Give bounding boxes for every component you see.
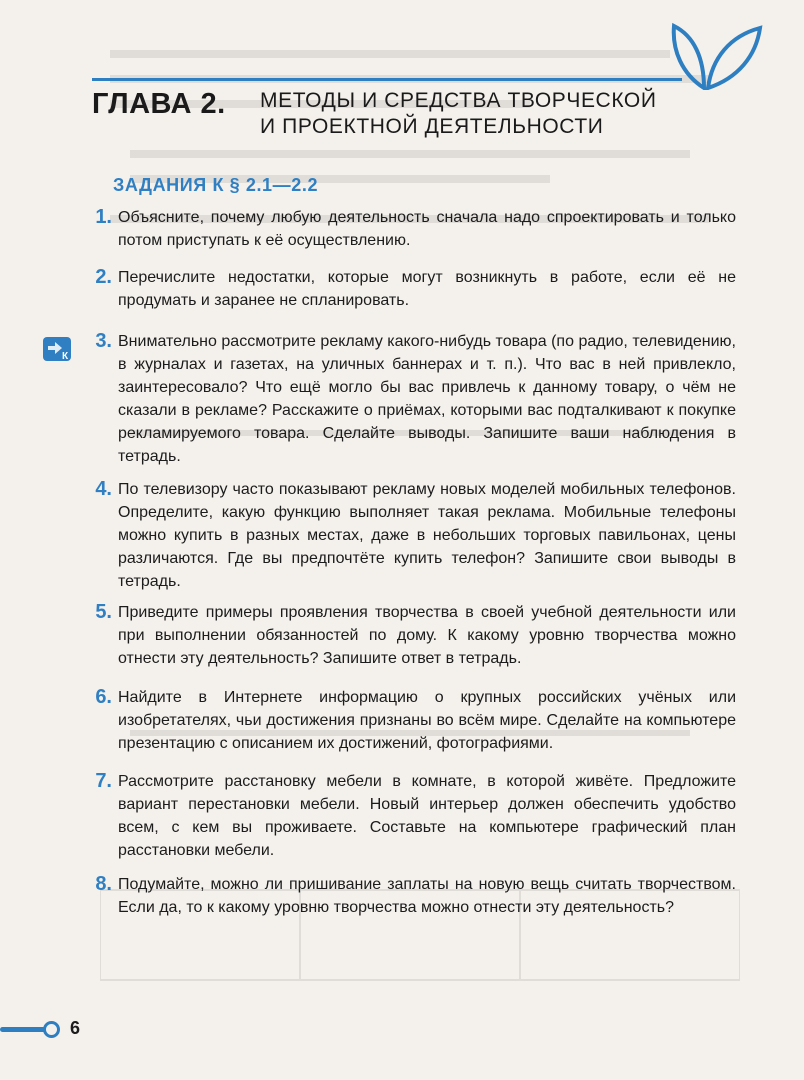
task-number: 8. (95, 873, 112, 895)
header-rule (92, 78, 682, 81)
page-number: 6 (70, 1018, 81, 1038)
chapter-title-line-1: МЕТОДЫ И СРЕДСТВА ТВОРЧЕСКОЙ (260, 89, 657, 112)
chapter-title (260, 88, 657, 140)
task-number: 7. (95, 770, 112, 792)
task-number: 3. (95, 330, 112, 352)
leaf-logo-icon (664, 18, 774, 90)
task-text: Объясните, почему любую деятельность сначала надо спроектировать и только потом приступать к её осуществлению. (118, 209, 736, 249)
task-text: Найдите в Интернете информацию о крупных российских учёных или изобретателях, чьи достижения признаны во всём мире. Сделайте на компьютере презентацию с описанием их достижений, фотографиями. (118, 689, 736, 752)
task-number: 5. (95, 601, 112, 623)
task-text: По телевизору часто показывают рекламу новых моделей мобильных телефонов. Определите, какую функцию выполняет такая реклама. Мобильные телефоны можно купить в разных местах, даже в небольших торговых павильонах, цены различаются. Где вы предпочтёте купить телефон? Запишите свои выводы в тетрадь. (118, 481, 736, 590)
task-text: Подумайте, можно ли пришивание заплаты на новую вещь считать творчеством. Если да, то к какому уровню творчества можно отнести эту деятельность? (118, 876, 736, 916)
computer-task-badge-icon (42, 336, 72, 362)
task-number: 2. (95, 266, 112, 288)
task-text: Внимательно рассмотрите рекламу какого-нибудь товара (по радио, телевидению, в журналах и газетах, на уличных баннерах и т. п.). Что вас в ней привлекло, заинтересовало? Что ещё могло бы вас привлечь к данному товару, о чём не сказали в рекламе? Расскажите о приёмах, которыми вас подталкивают к покупке рекламируемого товара. Сделайте выводы. Запишите ваши наблюдения в тетрадь. (118, 333, 736, 465)
task-number: 4. (95, 478, 112, 500)
task-number: 1. (95, 206, 112, 228)
footer-rule (0, 1027, 48, 1032)
badge-letter: К (62, 351, 69, 362)
task-text: Перечислите недостатки, которые могут возникнуть в работе, если её не продумать и заранее не спланировать. (118, 269, 736, 309)
task-number: 6. (95, 686, 112, 708)
footer-ring-icon (43, 1021, 60, 1038)
section-heading: ЗАДАНИЯ К § 2.1—2.2 (113, 175, 319, 195)
chapter-label: ГЛАВА 2. (92, 88, 226, 120)
task-text: Рассмотрите расстановку мебели в комнате, в которой живёте. Предложите вариант перестановки мебели. Новый интерьер должен обеспечить удобство всем, с кем вы проживаете. Составьте на компьютере графический план расстановки мебели. (118, 773, 736, 859)
task-text: Приведите примеры проявления творчества в своей учебной деятельности или при выполнении обязанностей по дому. К какому уровню творчества можно отнести эту деятельность? Запишите ответ в тетрадь. (118, 604, 736, 667)
chapter-title-line-2: И ПРОЕКТНОЙ ДЕЯТЕЛЬНОСТИ (260, 115, 604, 138)
